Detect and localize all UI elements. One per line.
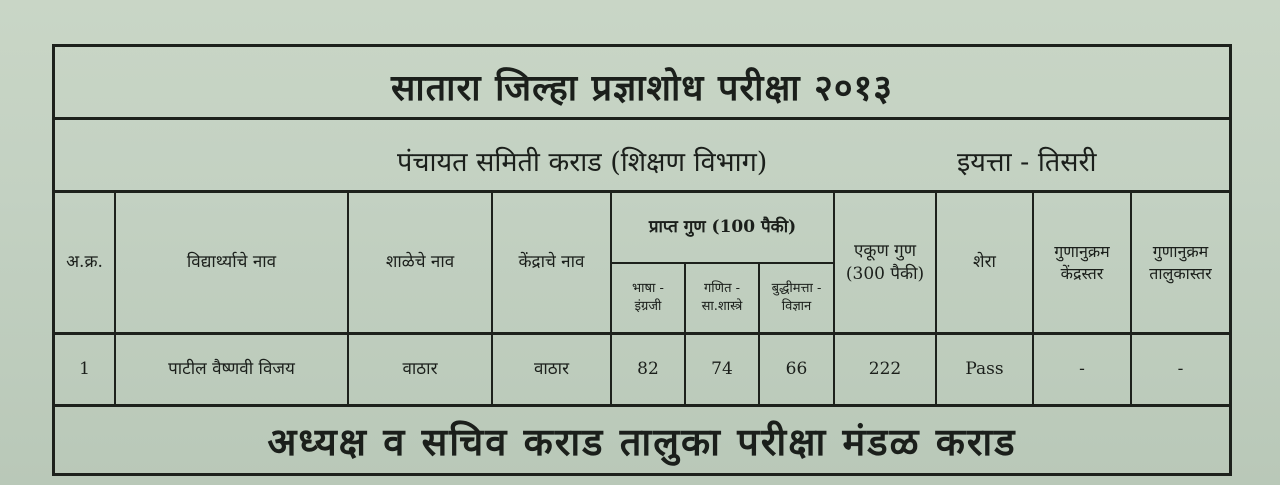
row-intelligence: 66 bbox=[785, 359, 808, 380]
row-centre-name: वाठार bbox=[533, 359, 570, 380]
header-centre-name: केंद्राचे नाव bbox=[518, 252, 585, 273]
header-school-name: शाळेचे नाव bbox=[385, 252, 455, 273]
header-marks-group: प्राप्त गुण (100 पैकी) bbox=[648, 217, 797, 238]
row-remark: Pass bbox=[965, 359, 1004, 380]
header-student-name: विद्यार्थ्याचे नाव bbox=[186, 252, 277, 273]
rule-title bbox=[52, 117, 1232, 120]
header-total: एकूण गुण (300 पैकी) bbox=[845, 240, 925, 284]
row-total: 222 bbox=[868, 359, 902, 380]
header-maths: गणित - सा.शास्त्रे bbox=[701, 281, 743, 314]
row-serial: 1 bbox=[79, 359, 90, 380]
row-language: 82 bbox=[637, 359, 659, 380]
rule-data bbox=[52, 404, 1232, 407]
signatory-footer: अध्यक्ष व सचिव कराड तालुका परीक्षा मंडळ कराड bbox=[267, 419, 1017, 464]
header-remark: शेरा bbox=[973, 252, 996, 273]
header-intelligence: बुद्धीमत्ता - विज्ञान bbox=[771, 281, 822, 314]
row-school-name: वाठार bbox=[402, 359, 438, 380]
header-rank-centre: गुणानुक्रम केंद्रस्तर bbox=[1054, 241, 1110, 283]
row-rank-taluka: - bbox=[1177, 359, 1184, 380]
row-maths: 74 bbox=[711, 359, 733, 380]
subtitle-row bbox=[55, 122, 1229, 190]
header-rank-taluka: गुणानुक्रम तालुकास्तर bbox=[1149, 241, 1212, 283]
row-student-name: पाटील वैष्णवी विजय bbox=[168, 359, 295, 380]
row-rank-centre: - bbox=[1079, 359, 1085, 380]
committee-name: पंचायत समिती कराड (शिक्षण विभाग) bbox=[397, 147, 768, 178]
header-serial: अ.क्र. bbox=[66, 252, 103, 273]
exam-title: सातारा जिल्हा प्रज्ञाशोध परीक्षा २०१३ bbox=[390, 66, 894, 109]
grade-label: इयत्ता - तिसरी bbox=[957, 147, 1097, 178]
header-language: भाषा - इंग्रजी bbox=[632, 281, 664, 314]
